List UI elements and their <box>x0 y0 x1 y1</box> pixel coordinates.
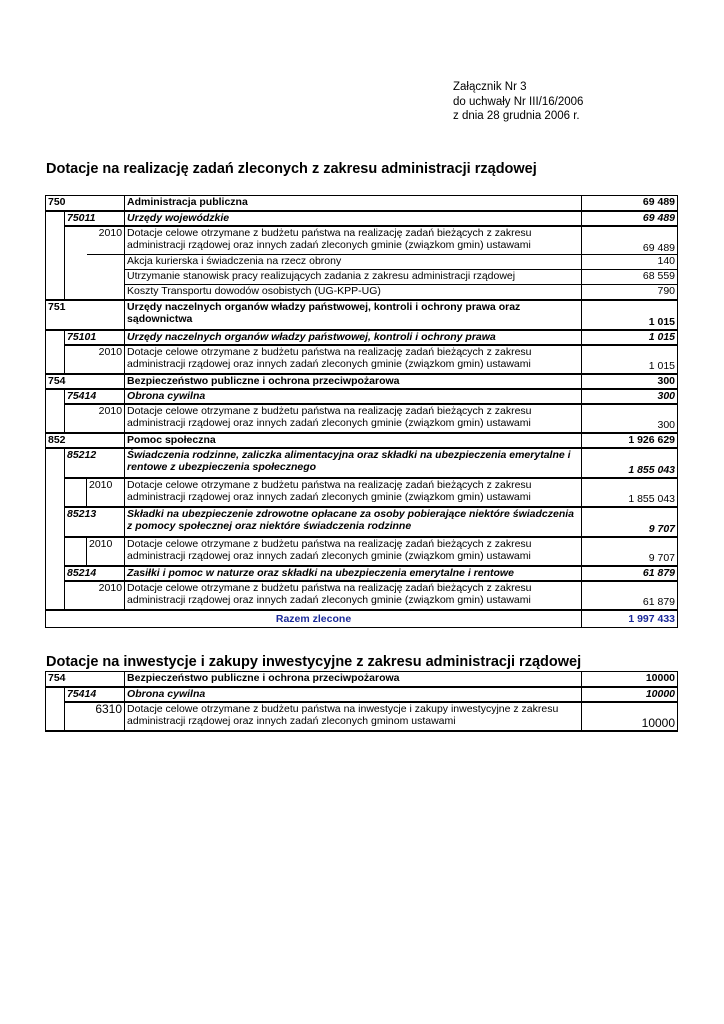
paragraph-code: 2010 <box>87 404 125 433</box>
paragraph-amount: 10000 <box>582 702 678 731</box>
paragraph-code: 2010 <box>87 345 125 374</box>
chapter-code: 85213 <box>65 507 125 537</box>
total-label: Razem zlecone <box>46 610 582 628</box>
section-amount: 10000 <box>582 672 678 687</box>
chapter-label: Obrona cywilna <box>125 389 582 404</box>
section-amount: 69 489 <box>582 196 678 211</box>
paragraph-code: 2010 <box>87 478 125 507</box>
paragraph-amount: 300 <box>582 404 678 433</box>
table-row <box>46 672 678 687</box>
sub-item-amount: 140 <box>582 255 678 270</box>
section-label: Pomoc społeczna <box>125 433 582 448</box>
total-row <box>46 610 678 628</box>
annex-header <box>453 80 583 124</box>
table-row <box>46 581 678 610</box>
chapter-amount: 69 489 <box>582 211 678 226</box>
section-amount: 1 926 629 <box>582 433 678 448</box>
paragraph-amount: 9 707 <box>582 537 678 566</box>
total-amount: 1 997 433 <box>582 610 678 628</box>
paragraph-code: 2010 <box>87 581 125 610</box>
chapter-label: Obrona cywilna <box>125 687 582 702</box>
table-row <box>46 566 678 581</box>
section-code: 754 <box>46 672 125 687</box>
section-amount: 300 <box>582 374 678 389</box>
chapter-amount: 9 707 <box>582 507 678 537</box>
table-row <box>46 300 678 330</box>
table-row <box>46 270 678 285</box>
paragraph-code: 2010 <box>87 226 125 255</box>
sub-item-label: Utrzymanie stanowisk pracy realizujących zadania z zakresu administracji rządowej <box>125 270 582 285</box>
paragraph-amount: 69 489 <box>582 226 678 255</box>
paragraph-code: 6310 <box>87 702 125 731</box>
paragraph-label: Dotacje celowe otrzymane z budżetu państwa na realizację zadań bieżących z zakresu administracji rządowej oraz innych zadań zleconych gminie (związkom gmin) ustawami <box>125 478 582 507</box>
chapter-code: 85212 <box>65 448 125 478</box>
resolution-number: do uchwały Nr III/16/2006 <box>453 95 584 108</box>
paragraph-label: Dotacje celowe otrzymane z budżetu państwa na realizację zadań bieżących z zakresu administracji rządowej oraz innych zadań zleconych gminie (związkom gmin) ustawami <box>125 226 582 255</box>
paragraph-amount: 1 855 043 <box>582 478 678 507</box>
chapter-code: 75414 <box>65 389 125 404</box>
section-amount: 1 015 <box>582 300 678 330</box>
table-row <box>46 196 678 211</box>
resolution-date: z dnia 28 grudnia 2006 r. <box>453 110 580 122</box>
table-row <box>46 389 678 404</box>
section-code: 754 <box>46 374 125 389</box>
table-row <box>46 330 678 345</box>
sub-item-label: Koszty Transportu dowodów osobistych (UG-KPP-UG) <box>125 285 582 300</box>
table-row <box>46 448 678 478</box>
table-row <box>46 211 678 226</box>
table-row <box>46 345 678 374</box>
sub-item-label: Akcja kurierska i świadczenia na rzecz obrony <box>125 255 582 270</box>
table-row <box>46 226 678 255</box>
chapter-label: Składki na ubezpieczenie zdrowotne opłacane za osoby pobierające niektóre świadczenia z pomocy społecznej oraz niektóre świadczenia rodzinne <box>125 507 582 537</box>
current-grants-table <box>45 195 678 628</box>
paragraph-label: Dotacje celowe otrzymane z budżetu państwa na inwestycje i zakupy inwestycyjne z zakresu administracji rządowej oraz innych zadań zleconych gminom ustawami <box>125 702 582 731</box>
table-row <box>46 374 678 389</box>
chapter-code: 75011 <box>65 211 125 226</box>
paragraph-label: Dotacje celowe otrzymane z budżetu państwa na realizację zadań bieżących z zakresu administracji rządowej oraz innych zadań zleconych gminie (związkom gmin) ustawami <box>125 345 582 374</box>
chapter-amount: 61 879 <box>582 566 678 581</box>
paragraph-label: Dotacje celowe otrzymane z budżetu państwa na realizację zadań bieżących z zakresu administracji rządowej oraz innych zadań zleconych gminie (związkom gmin) ustawami <box>125 581 582 610</box>
section-label: Urzędy naczelnych organów władzy państwowej, kontroli i ochrony prawa oraz sądownictwa <box>125 300 582 330</box>
chapter-amount: 10000 <box>582 687 678 702</box>
sub-item-amount: 790 <box>582 285 678 300</box>
paragraph-code: 2010 <box>87 537 125 566</box>
chapter-label: Urzędy naczelnych organów władzy państwowej, kontroli i ochrony prawa <box>125 330 582 345</box>
paragraph-label: Dotacje celowe otrzymane z budżetu państwa na realizację zadań bieżących z zakresu administracji rządowej oraz innych zadań zleconych gminie (związkom gmin) ustawami <box>125 537 582 566</box>
chapter-code: 75414 <box>65 687 125 702</box>
table-row <box>46 433 678 448</box>
table-row <box>46 537 678 566</box>
section-title-current-grants: Dotacje na realizację zadań zleconych z zakresu administracji rządowej <box>46 161 537 177</box>
chapter-code: 85214 <box>65 566 125 581</box>
section-label: Bezpieczeństwo publiczne i ochrona przeciwpożarowa <box>125 374 582 389</box>
section-code: 852 <box>46 433 125 448</box>
annex-number: Załącznik Nr 3 <box>453 81 527 93</box>
paragraph-label: Dotacje celowe otrzymane z budżetu państwa na realizację zadań bieżących z zakresu administracji rządowej oraz innych zadań zleconych gminie (związkom gmin) ustawami <box>125 404 582 433</box>
chapter-label: Zasiłki i pomoc w naturze oraz składki na ubezpieczenia emerytalne i rentowe <box>125 566 582 581</box>
chapter-label: Urzędy wojewódzkie <box>125 211 582 226</box>
chapter-code: 75101 <box>65 330 125 345</box>
section-label: Administracja publiczna <box>125 196 582 211</box>
section-label: Bezpieczeństwo publiczne i ochrona przeciwpożarowa <box>125 672 582 687</box>
investment-grants-table <box>45 671 678 732</box>
section-code: 751 <box>46 300 125 330</box>
sub-item-amount: 68 559 <box>582 270 678 285</box>
paragraph-amount: 61 879 <box>582 581 678 610</box>
table-row <box>46 478 678 507</box>
table-row <box>46 702 678 731</box>
table-row <box>46 404 678 433</box>
table-row <box>46 507 678 537</box>
table-row <box>46 285 678 300</box>
table-row <box>46 687 678 702</box>
table-row <box>46 255 678 270</box>
section-title-investment-grants: Dotacje na inwestycje i zakupy inwestycyjne z zakresu administracji rządowej <box>46 654 582 670</box>
chapter-amount: 1 855 043 <box>582 448 678 478</box>
paragraph-amount: 1 015 <box>582 345 678 374</box>
chapter-label: Świadczenia rodzinne, zaliczka alimentacyjna oraz składki na ubezpieczenia emerytalne i rentowe z ubezpieczenia społecznego <box>125 448 582 478</box>
chapter-amount: 1 015 <box>582 330 678 345</box>
section-code: 750 <box>46 196 125 211</box>
chapter-amount: 300 <box>582 389 678 404</box>
